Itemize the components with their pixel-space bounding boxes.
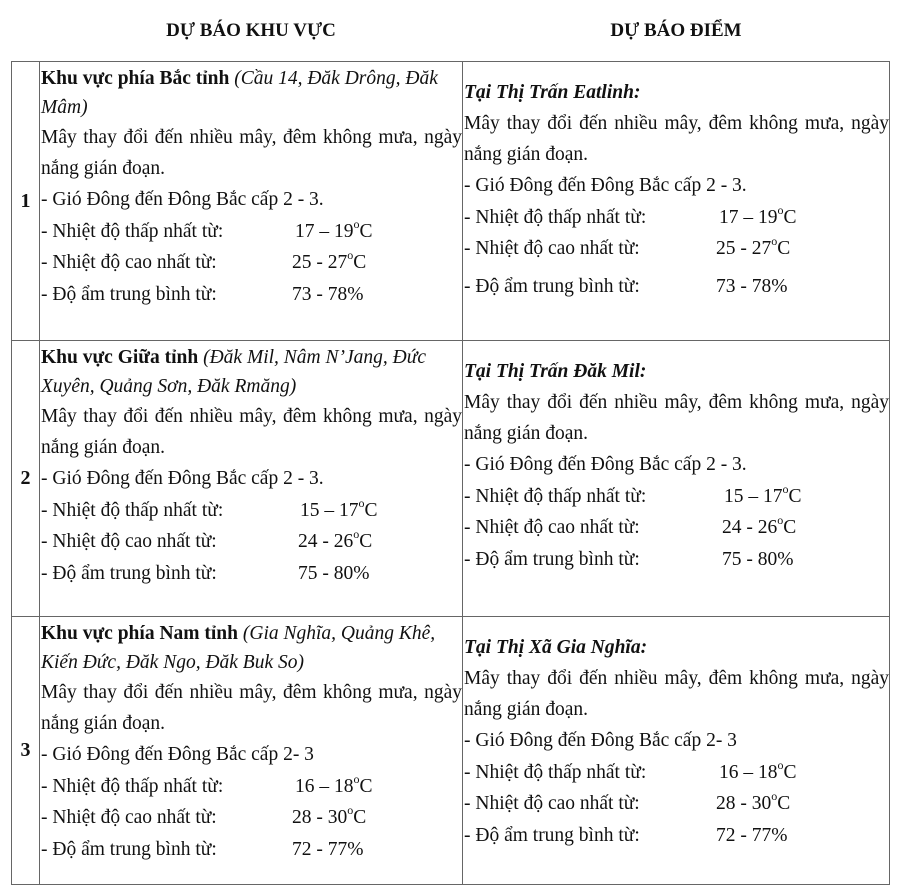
row-number: 3 (12, 617, 40, 885)
point-max-temp (464, 512, 889, 544)
humidity-label: - Độ ẩm trung bình từ: (464, 824, 640, 846)
max-temp-value: 25 - 27$^o$C (292, 248, 367, 273)
region-title (41, 619, 462, 677)
header-point-forecast: DỰ BÁO ĐIỂM (610, 20, 742, 41)
point-humidity (464, 271, 889, 303)
region-name: Khu vực Giữa tỉnh (41, 347, 199, 368)
region-min-temp (41, 216, 462, 248)
humidity-value: 73 - 78% (716, 275, 788, 297)
min-temp-value: 17 – 19$^o$C (719, 202, 797, 228)
header-regional-forecast: DỰ BÁO KHU VỰC (166, 20, 336, 41)
min-temp-value: 16 – 18$^o$C (719, 757, 797, 783)
region-max-temp (41, 526, 462, 558)
row-number: 1 (12, 62, 40, 341)
min-temp-value: 17 – 19$^o$C (295, 216, 373, 242)
max-temp-value: 28 - 30$^o$C (292, 803, 367, 828)
point-min-temp (464, 202, 889, 234)
region-description: Mây thay đổi đến nhiều mây, đêm không mưa, ngày nắng gián đoạn. (41, 682, 462, 734)
humidity-label: - Độ ẩm trung bình từ: (464, 275, 640, 297)
row-number: 2 (12, 341, 40, 617)
humidity-value: 72 - 77% (292, 838, 364, 860)
min-temp-label: - Nhiệt độ thấp nhất từ: (41, 775, 224, 797)
max-temp-value: 25 - 27$^o$C (716, 234, 791, 259)
point-min-temp (464, 757, 889, 789)
point-max-temp (464, 788, 889, 820)
region-min-temp (41, 771, 462, 803)
min-temp-label: - Nhiệt độ thấp nhất từ: (464, 206, 647, 228)
region-max-temp (41, 802, 462, 834)
table-row (12, 62, 890, 341)
min-temp-value: 16 – 18$^o$C (295, 771, 373, 797)
point-forecast-cell (463, 617, 890, 885)
region-humidity (41, 558, 462, 590)
point-description: Mây thay đổi đến nhiều mây, đêm không mưa, ngày nắng gián đoạn. (464, 668, 889, 720)
humidity-label: - Độ ẩm trung bình từ: (464, 548, 640, 570)
region-places: (Cầu 14, Đăk Drông, Đăk Mâm) (41, 68, 438, 118)
table-row (12, 341, 890, 617)
regional-forecast-cell (40, 617, 463, 885)
point-forecast-cell (463, 341, 890, 617)
humidity-value: 72 - 77% (716, 824, 788, 846)
region-name: Khu vực phía Nam tỉnh (41, 623, 238, 644)
point-wind: - Gió Đông đến Đông Bắc cấp 2 - 3. (464, 175, 747, 196)
region-wind: - Gió Đông đến Đông Bắc cấp 2 - 3. (41, 468, 324, 489)
point-description: Mây thay đổi đến nhiều mây, đêm không mưa, ngày nắng gián đoạn. (464, 113, 889, 165)
region-name: Khu vực phía Bắc tỉnh (41, 68, 230, 89)
region-title (41, 343, 462, 401)
region-humidity (41, 279, 462, 311)
region-places: (Đăk Mil, Nâm N’Jang, Đức Xuyên, Quảng Sơn, Đăk Rmăng) (41, 347, 427, 397)
max-temp-label: - Nhiệt độ cao nhất từ: (41, 807, 217, 828)
region-wind: - Gió Đông đến Đông Bắc cấp 2- 3 (41, 744, 314, 765)
region-max-temp (41, 247, 462, 279)
humidity-value: 73 - 78% (292, 283, 364, 305)
region-humidity (41, 834, 462, 866)
point-description: Mây thay đổi đến nhiều mây, đêm không mưa, ngày nắng gián đoạn. (464, 392, 889, 444)
point-humidity (464, 544, 889, 576)
point-wind: - Gió Đông đến Đông Bắc cấp 2 - 3. (464, 454, 747, 475)
max-temp-value: 28 - 30$^o$C (716, 789, 791, 814)
table-row (12, 617, 890, 885)
point-humidity (464, 820, 889, 852)
min-temp-value: 15 – 17$^o$C (724, 481, 802, 507)
region-title (41, 64, 462, 122)
region-wind: - Gió Đông đến Đông Bắc cấp 2 - 3. (41, 189, 324, 210)
humidity-label: - Độ ẩm trung bình từ: (41, 562, 217, 584)
humidity-label: - Độ ẩm trung bình từ: (41, 838, 217, 860)
min-temp-label: - Nhiệt độ thấp nhất từ: (464, 761, 647, 783)
min-temp-label: - Nhiệt độ thấp nhất từ: (41, 499, 224, 521)
humidity-value: 75 - 80% (298, 562, 370, 584)
region-places: (Gia Nghĩa, Quảng Khê, Kiến Đức, Đăk Ngo, Đăk Buk So) (41, 623, 436, 673)
point-title: Tại Thị Trấn Đăk Mil: (464, 361, 647, 382)
region-description: Mây thay đổi đến nhiều mây, đêm không mưa, ngày nắng gián đoạn. (41, 127, 462, 179)
max-temp-label: - Nhiệt độ cao nhất từ: (464, 793, 640, 814)
point-title: Tại Thị Xã Gia Nghĩa: (464, 637, 648, 658)
min-temp-label: - Nhiệt độ thấp nhất từ: (41, 220, 224, 242)
regional-forecast-cell (40, 62, 463, 341)
max-temp-value: 24 - 26$^o$C (722, 513, 797, 538)
min-temp-label: - Nhiệt độ thấp nhất từ: (464, 485, 647, 507)
point-min-temp (464, 481, 889, 513)
regional-forecast-cell (40, 341, 463, 617)
min-temp-value: 15 – 17$^o$C (300, 495, 378, 521)
region-min-temp (41, 495, 462, 527)
humidity-label: - Độ ẩm trung bình từ: (41, 283, 217, 305)
max-temp-label: - Nhiệt độ cao nhất từ: (41, 531, 217, 552)
point-max-temp (464, 233, 889, 265)
point-wind: - Gió Đông đến Đông Bắc cấp 2- 3 (464, 730, 737, 751)
max-temp-value: 24 - 26$^o$C (298, 527, 373, 552)
max-temp-label: - Nhiệt độ cao nhất từ: (464, 517, 640, 538)
point-forecast-cell (463, 62, 890, 341)
humidity-value: 75 - 80% (722, 548, 794, 570)
max-temp-label: - Nhiệt độ cao nhất từ: (464, 238, 640, 259)
region-description: Mây thay đổi đến nhiều mây, đêm không mưa, ngày nắng gián đoạn. (41, 406, 462, 458)
point-title: Tại Thị Trấn Eatlinh: (464, 82, 641, 103)
max-temp-label: - Nhiệt độ cao nhất từ: (41, 252, 217, 273)
forecast-table (11, 61, 890, 885)
